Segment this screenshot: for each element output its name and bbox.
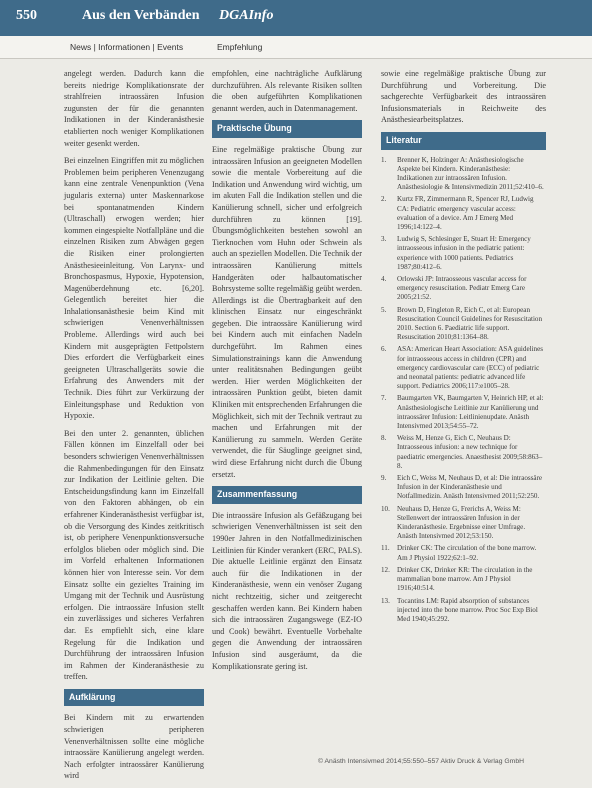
section-heading-literatur: Literatur: [381, 132, 546, 150]
reference-item: [381, 434, 546, 471]
section-heading-praktische-uebung: Praktische Übung: [212, 120, 362, 138]
reference-text: Weiss M, Henze G, Eich C, Neuhaus D: Intraosseous infusion: a new technique for paediatric emergencies. Anaesthesist 2009;58:863–8.: [397, 434, 543, 470]
page-footer: © Anästh Intensivmed 2014;55:550–557 Aktiv Druck & Verlag GmbH: [318, 758, 525, 765]
reference-number: 2.: [381, 195, 387, 204]
reference-number: 8.: [381, 434, 387, 443]
section-nav: News | Informationen | Events: [70, 42, 184, 52]
reference-number: 4.: [381, 275, 387, 283]
reference-text: Tocantins LM: Rapid absorption of substances injected into the bone marrow. Proc Soc Exp Biol Med 1940;45:292.: [397, 596, 538, 623]
subsection-label: Empfehlung: [217, 42, 263, 52]
reference-item: [381, 566, 546, 594]
reference-text: Orlowski JP: Intraosseous vascular access for emergency resuscitation. Pediatr Emerg Care 2005;21:52.: [397, 275, 527, 302]
reference-text: Ludwig S, Schlesinger E, Stuart H: Emergency intraosseous infusion in the pediatric patient: experience with 1000 patients. Pediatrics 1987;80:412–6.: [397, 235, 531, 271]
reference-text: Brown D, Fingleton R, Eich C, et al: European Resuscitation Council Guidelines for Resuscitation 2010. Section 6. Paediatric life support. Resuscitation 2010;81:1364–88.: [397, 305, 543, 342]
reference-item: [381, 345, 546, 391]
reference-list: [381, 156, 546, 625]
reference-text: Neuhaus D, Henze G, Frerichs A, Weiss M: Stellenwert der intraossären Infusion in der Kinderanästhesie. Ergebnisse einer Umfrage. Anästh Intensivmed 2012;53:150.: [397, 504, 526, 541]
paragraph: Bei Kindern mit zu erwartenden schwierigen peripheren Venenverhältnissen sollte eine mögliche intraossäre Kanülierung angelegt werden. Nach erfolgter intraossärer Kanülierung wird: [64, 713, 204, 781]
reference-number: 6.: [381, 345, 387, 354]
reference-item: [381, 597, 546, 625]
reference-number: 1.: [381, 155, 387, 164]
reference-number: 10.: [381, 504, 390, 513]
reference-number: 9.: [381, 474, 387, 483]
journal-section: Aus den Verbänden: [82, 8, 200, 23]
reference-text: Baumgarten VK, Baumgarten V, Heinrich HP, et al: Anästhesiologische Leitlinie zur Kanülierung und intraossärer Infusion: Leitlinienupdate. Anästh Intensivmed 2013;54:55–72.: [397, 394, 544, 431]
paragraph: Eine regelmäßige praktische Übung zur intraossären Infusion an geeigneten Modellen sowie die mentale Vorbereitung auf die Indikation und Anwendung wird wichtig, um im akuten Fall die Indikation stellen und die Kanülierung schnell, sicher und erfolgreich durchführen zu können [19]. Übungsmöglichkeiten bestehen sowohl an Tierknochen vom Huhn oder Schwein als auch an speziellen Modellen. Die Technik der intraossären Kanülierung mittels Handgeräten oder halbautomatischer Bohrsysteme sollte regelmäßig geübt werden. Allerdings ist die Übertragbarkeit auf den klinischen Einsatz nur eingeschränkt gegeben. Die intraossäre Kanülierung wird bei Kindern auch mit einfachen Nadeln durchgeführt. Im Rahmen eines Simulationstrainings kann die Anwendung unter realitätsnahen Bedingungen geübt werden. Hier werden Möglichkeiten der intraossären Punktion geübt, bieten damit Kliniken mit entsprechenden Erfahrungen die Möglichkeit, sich mit der Technik vertraut zu machen und Erfahrungen mit der Kanülierung zu sammeln. Werden Geräte verwendet, die für Säuglinge geeignet sind, wird diese Erfahrung nicht durch die Übung ersetzt.: [212, 144, 363, 479]
reference-number: 3.: [381, 235, 387, 244]
paragraph: Bei einzelnen Eingriffen mit zu möglichen Problemen beim peripheren Venenzugang kann eine zentrale Venenpunktion (Vena jugularis externa) unter Maskennarkose bei spontanatmenden Kindern (Ultraschall) erwogen werden; hier kommen eingespielte Notfallpläne und die einzelnen Risiken zum Abwägen gegen die Risiken einer prolongierten Anästhesieeinleitung. Von Larynx- und Bronchospasmus, Hypoxie, Hypotension, Magenüberdehnung etc. [6,20]. Gelegentlich bereitet hier die Inhalationsanästhesie beim Kind mit schwierigen Venenverhältnissen Probleme. Allerdings wird auch bei Kindern mit ausgeprägten Fettpolstern Dies erfordert die Verfügbarkeit eines geeigneten Ultraschallgeräts sowie die Erfahrung des Anwenders mit der Technik. Dies führt zur Verkürzung der Einleitungsphase und Reduktion von Hypoxie.: [64, 156, 204, 421]
reference-number: 11.: [381, 544, 390, 553]
reference-item: [381, 505, 546, 542]
reference-item: [381, 275, 546, 303]
reference-text: Drinker CK, Drinker KR: The circulation in the mammalian bone marrow. Am J Physiol 1916;40:514.: [397, 565, 533, 593]
paragraph: angelegt werden. Dadurch kann die bereits niedrige Komplikationsrate der strahlfreien intraossären Infusion zugunsten der für die genannten Indikationen in der Kinderanästhesie etablierten noch weniger Komplikationen weiter gesenkt werden.: [64, 69, 204, 148]
section-heading-zusammenfassung: Zusammenfassung: [212, 486, 362, 504]
publication-name: DGAInfo: [219, 8, 274, 23]
column-3: [381, 68, 546, 627]
reference-text: Kurtz FR, Zimmermann R, Spencer RJ, Ludwig CA: Pediatric emergency vascular access: evaluation of a device. Am J Emerg Med 1996;14:122–4.: [397, 195, 534, 231]
reference-text: ASA: American Heart Association: ASA guidelines for intraosseous access in children (CPR) and emergency cardiovascular care (ECC) of pediatric and neonatal patients: pediatric advanced life support. Pediatrics 2006;117:e1005–28.: [397, 345, 543, 391]
paragraph: sowie eine regelmäßige praktische Übung zur Durchführung und Vorbereitung. Die sachgerechte Verfügbarkeit des intraossären Infusionsmaterials in Reichweite des Anästhesiearbeitsplatzes.: [381, 69, 546, 125]
reference-number: 7.: [381, 394, 387, 403]
reference-item: [381, 474, 546, 502]
column-1: [64, 68, 204, 788]
reference-item: [381, 306, 546, 343]
reference-text: Brenner K, Holzinger A: Anästhesiologische Aspekte bei Kindern. Kinderanästhesie: Indikationen zur intraossären Infusion. Anästhesiologie & Intensivmedizin 2011;52:410–6.: [397, 155, 544, 192]
paragraph: Bei den unter 2. genannten, üblichen Fällen können im Einzelfall oder bei besonders schwierigen Venenverhältnissen die Rahmenbedingungen für den Einsatz zur Indikation der Leitlinie gelten. Die Entscheidungsfindung kann im Einzelfall von den Faktoren abhängen, ob ein erfahrener Kinderanästhesist verfügbar ist, ob die Versorgung des Kindes zeitkritisch ist, ob periphere Venenpunktionsversuche erfolglos blieben oder möglich sind. Die im Vorfeld erhaltenen Informationen können hier von Interesse sein. Vor dem Einsatz sollte ein gezieltes Training im Umgang mit der Technik und Ausrüstung erfolgen. Die intraossäre Infusion stellt ein zuverlässiges und sicheres Verfahren dar. Es empfiehlt sich, eine klare Regelung für die Indikation und Durchführung der intraossären Infusion im Rahmen der Kinderanästhesie zu treffen.: [64, 428, 204, 682]
reference-item: [381, 394, 546, 431]
page-header: [0, 0, 592, 36]
reference-item: [381, 544, 546, 562]
paragraph: empfohlen, eine nachträgliche Aufklärung durchzuführen. Als relevante Risiken sollten die oben aufgeführten Komplikationen genannt werden, auch in Datenmanagement.: [212, 69, 362, 113]
column-2: [212, 68, 362, 678]
reference-item: [381, 235, 546, 272]
paragraph: Die intraossäre Infusion als Gefäßzugang bei schwierigen Venenverhältnissen ist seit den 1990er Jahren in den Notfallmedizinischen Leitlinien für Kinder verankert (ERC, PALS). Die aktuelle Leitlinie ergänzt den Einsatz auch für die Indikationen in der Kinderanästhesie, wenn ein venöser Zugang nicht rechtzeitig, sicher und zeitgerecht geschaffen werden kann. Bei Kindern haben sich die intraossären Zugangswege (EZ-IO und Cook) bewährt. Eventuelle Vorbehalte gegen die Anwendung der intraossären Infusion sind ausgeräumt, da die Komplikationsrate gering ist.: [212, 510, 362, 671]
reference-item: [381, 195, 546, 232]
reference-number: 13.: [381, 596, 390, 605]
section-heading-aufklaerung: Aufklärung: [64, 689, 204, 707]
reference-text: Eich C, Weiss M, Neuhaus D, et al: Die intraossäre Infusion in der Kinderanästhesie und Notfallmedizin. Anästh Intensivmed 2011;52:250.: [397, 474, 543, 501]
reference-number: 5.: [381, 305, 387, 314]
page-number: 550: [16, 8, 37, 23]
reference-text: Drinker CK: The circulation of the bone marrow. Am J Physiol 1922;62:1–92.: [397, 544, 537, 562]
reference-item: [381, 156, 546, 193]
reference-number: 12.: [381, 565, 390, 574]
